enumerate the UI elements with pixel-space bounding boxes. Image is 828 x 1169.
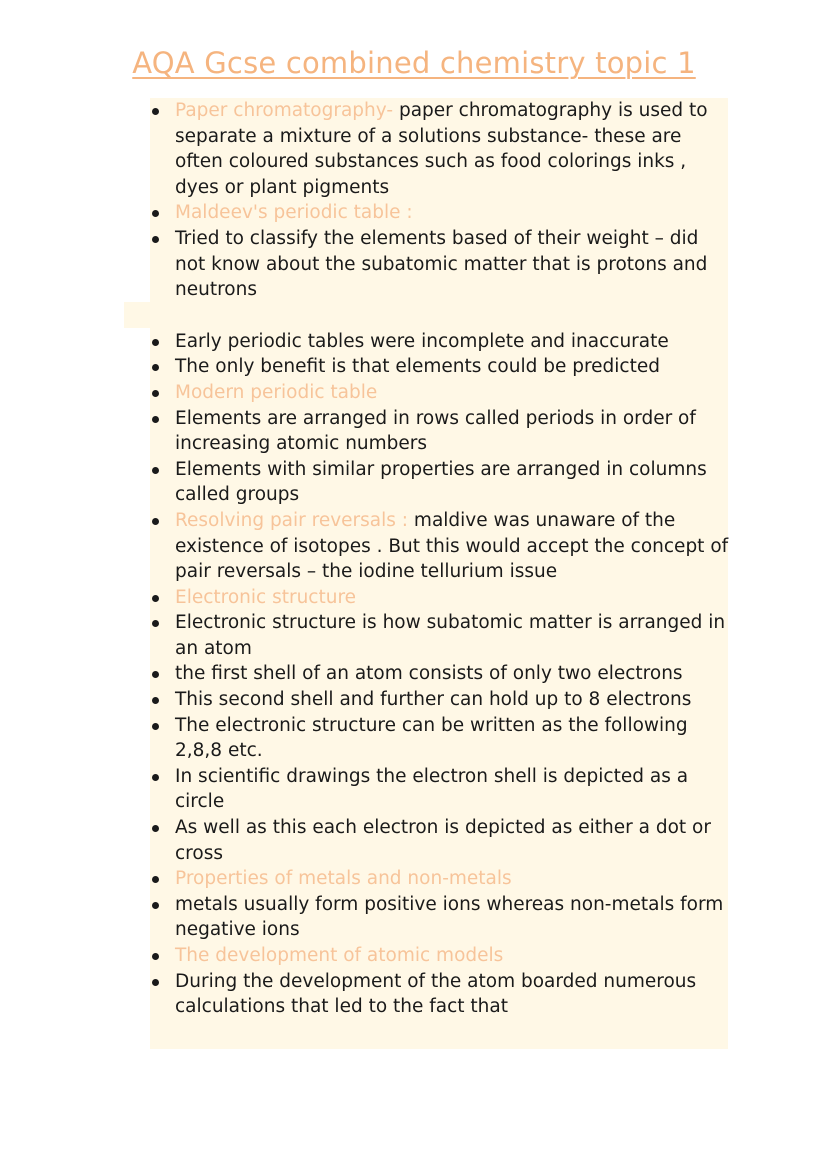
item-heading: Paper chromatography- [175, 100, 399, 121]
item-heading: Properties of metals and non-metals [175, 868, 512, 890]
list-item [0, 457, 730, 508]
list-item [0, 508, 730, 585]
item-text: This second shell and further can hold up to 8 electrons [175, 689, 692, 711]
item-heading: The development of atomic models [175, 945, 504, 966]
list-item [0, 200, 730, 226]
bullet-icon [152, 595, 159, 602]
item-text: Tried to classify the elements based of their weight – did not know about the subatomic matter that is protons and neutrons [175, 227, 708, 301]
bullet-icon [152, 825, 159, 832]
item-heading: Electronic structure [175, 586, 357, 608]
bullet-icon [152, 953, 159, 960]
bullet-icon [152, 697, 159, 704]
item-text: the first shell of an atom consists of only two electrons [175, 663, 683, 685]
document-title: AQA Gcse combined chemistry topic 1 [132, 46, 696, 80]
list-item [0, 866, 730, 892]
bullet-icon [152, 518, 159, 525]
list-item [0, 354, 730, 380]
list-item [0, 764, 730, 815]
list-item [0, 892, 730, 943]
item-heading: Maldeev's periodic table : [175, 202, 413, 224]
item-heading: Modern periodic table [175, 381, 378, 403]
list-item [0, 98, 730, 200]
item-text: During the development of the atom boarded numerous calculations that led to the fact that [175, 970, 697, 1018]
bullet-icon [152, 723, 159, 730]
list-item [0, 661, 730, 687]
bullet-icon [152, 902, 159, 909]
bullet-icon [152, 416, 159, 423]
item-text: The only benefit is that elements could be predicted [175, 356, 660, 378]
item-text: paper chromatography is used to separate a mixture of a solutions substance- these are often coloured substances such as food colorings inks , dyes or plant pigments [175, 100, 708, 198]
list-spacer [0, 303, 828, 329]
list-item [0, 815, 730, 866]
notes-list [0, 98, 828, 1020]
list-item [0, 585, 730, 611]
list-item [0, 406, 730, 457]
item-text: maldive was unaware of the existence of isotopes . But this would accept the concept of pair reversals – the iodine tellurium issue [175, 509, 729, 583]
list-item [0, 943, 730, 969]
list-item [0, 380, 730, 406]
bullet-icon [152, 108, 159, 115]
bullet-icon [152, 467, 159, 474]
bullet-icon [152, 390, 159, 397]
item-text: Elements with similar properties are arranged in columns called groups [175, 458, 707, 506]
bullet-icon [152, 236, 159, 243]
item-text: Early periodic tables were incomplete and inaccurate [175, 330, 669, 352]
bullet-icon [152, 210, 159, 217]
list-item [0, 610, 730, 661]
bullet-icon [152, 876, 159, 883]
list-item [0, 226, 730, 303]
bullet-icon [152, 620, 159, 627]
item-text: In scientific drawings the electron shell is depicted as a circle [175, 765, 689, 813]
list-item [0, 713, 730, 764]
bullet-icon [152, 671, 159, 678]
item-text: The electronic structure can be written as the following 2,8,8 etc. [175, 714, 688, 762]
list-item [0, 687, 730, 713]
bullet-icon [152, 364, 159, 371]
item-heading: Resolving pair reversals : [175, 509, 414, 531]
item-text: As well as this each electron is depicted as either a dot or cross [175, 817, 711, 864]
bullet-icon [152, 979, 159, 986]
bullet-icon [152, 339, 159, 346]
list-item [0, 329, 730, 355]
list-item [0, 969, 730, 1020]
item-text: Electronic structure is how subatomic matter is arranged in an atom [175, 612, 726, 659]
bullet-icon [152, 774, 159, 781]
item-text: metals usually form positive ions whereas non-metals form negative ions [175, 893, 724, 941]
item-text: Elements are arranged in rows called periods in order of increasing atomic numbers [175, 407, 696, 455]
